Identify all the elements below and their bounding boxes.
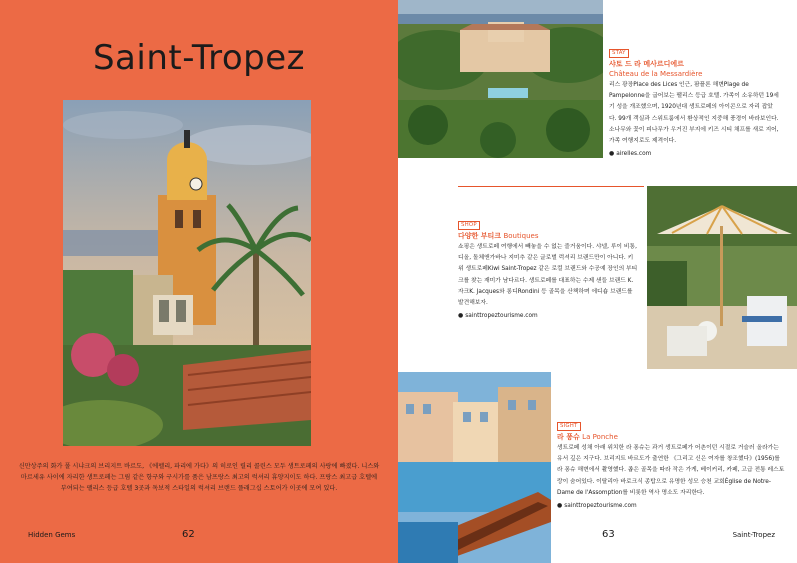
- shop-link-row: [458, 311, 638, 321]
- right-page: [398, 0, 797, 563]
- sight-title-en: La Ponche: [582, 433, 618, 441]
- stay-title-en: Château de la Messardière: [609, 70, 703, 78]
- page-title: Saint-Tropez: [92, 38, 306, 78]
- page-number-left: 62: [182, 529, 195, 540]
- stay-body: 리스 광장Place des Lices 인근, 팜플론 해변Plage de Pampelonne을 굽어보는 팰리스 등급 호텔. 가족이 소유하던 19세기 성을 개조했으며, 1920년대 생트로페의 아이콘으로 자리 잡았다. 99개 객실과 스위트룸에서 환상적인 지중해 풍경이 바라보인다. 소나무와 꽃이 피나무가 우거진 부지에 키즈 시티 채프를 새로 지어, 가족 여행지로도 제격이다.: [609, 82, 779, 145]
- shop-tag: SHOP: [458, 221, 480, 230]
- sight-link-row: [557, 501, 785, 511]
- globe-icon: ●: [458, 312, 464, 320]
- shop-title-en: Boutiques: [503, 232, 539, 240]
- stay-link[interactable]: airelles.com: [616, 151, 652, 158]
- sight-title-ko: 라 퐁슈: [557, 433, 580, 441]
- photo-la-ponche: [398, 372, 551, 563]
- stay-entry: [609, 39, 779, 159]
- sight-entry: [557, 412, 785, 511]
- stay-tag: STAY: [609, 49, 629, 58]
- photo-chateau-messardiere: [398, 0, 603, 158]
- folio-left: Hidden Gems: [28, 531, 76, 539]
- sight-tag: SIGHT: [557, 422, 581, 431]
- globe-icon: ●: [609, 150, 615, 158]
- shop-entry: [458, 211, 638, 321]
- divider-shop: [458, 186, 644, 187]
- shop-link[interactable]: sainttropeztourisme.com: [465, 313, 538, 320]
- hero-photo-saint-tropez-tower: [63, 100, 311, 446]
- shop-body: 쇼핑은 생트로페 여행에서 빼놓을 수 없는 즐거움이다. 샤넬, 루이 비통, 디올, 돌체앤가바나 지미추 같은 글로벌 럭셔리 브랜드만이 아니다. 키위 생트로페Kiwi Saint-Tropez 같은 로컬 브랜드와 수공예 장인의 부티크를 찾는 재미가 남다르다. 생트로페를 대표하는 수제 샌들 브랜드 K. 자크K. Jacques와 롱디Rondini 등 골목을 산책하며 에디숍 브랜드를 발견해보자.: [458, 244, 638, 307]
- folio-right: Saint-Tropez: [732, 531, 775, 539]
- globe-icon: ●: [557, 502, 563, 510]
- sight-body: 생트로페 성채 아래 위치한 라 퐁슈는 과거 생트로페가 어촌이던 시절로 거슬러 올라가는 유서 깊은 지구다. 브리지트 바르도가 출연한 《그리고 신은 여자를 창조했다》(1956)를 라 퐁슈 해변에서 촬영했다. 좁은 골목을 따라 작은 가게, 베이커리, 카페, 고급 전통 레스토랑이 숨어있다. 이탈리아 바로크식 종탑으로 유명한 성모 승천 교회Église de Notre-Dame de l'Assomption를 비롯한 역사 명소도 자리한다.: [557, 445, 785, 496]
- intro-caption: 신만상주의 화가 폴 시냐크의 브리지트 바르도, 《에펠리, 파리에 가다》의 히로인 릴리 콜린스 모두 생트로페의 사랑에 빠졌다. 니스와 마르세유 사이에 자리한 생트로페는 그림 같은 항구와 구시가를 품은 남프랑스 최고의 럭셔리 휴양지이도 하다. 프랑스 최고급 호텔에 부여되는 팰리스 등급 호텔 3곳과 독보적 스타일의 럭셔리 브랜드 플래그십 스토어가 이곳에 모여 있다.: [18, 463, 380, 493]
- shop-title: [458, 232, 638, 241]
- page-number-right: 63: [602, 529, 615, 540]
- sight-title: [557, 433, 785, 442]
- photo-boutique-terrace: [647, 186, 797, 369]
- sight-link[interactable]: sainttropeztourisme.com: [564, 503, 637, 510]
- stay-title-ko: 샤토 드 라 메사르디에르: [609, 60, 684, 68]
- shop-title-ko: 다양한 부티크: [458, 232, 502, 240]
- stay-link-row: [609, 149, 779, 159]
- left-page: [0, 0, 398, 563]
